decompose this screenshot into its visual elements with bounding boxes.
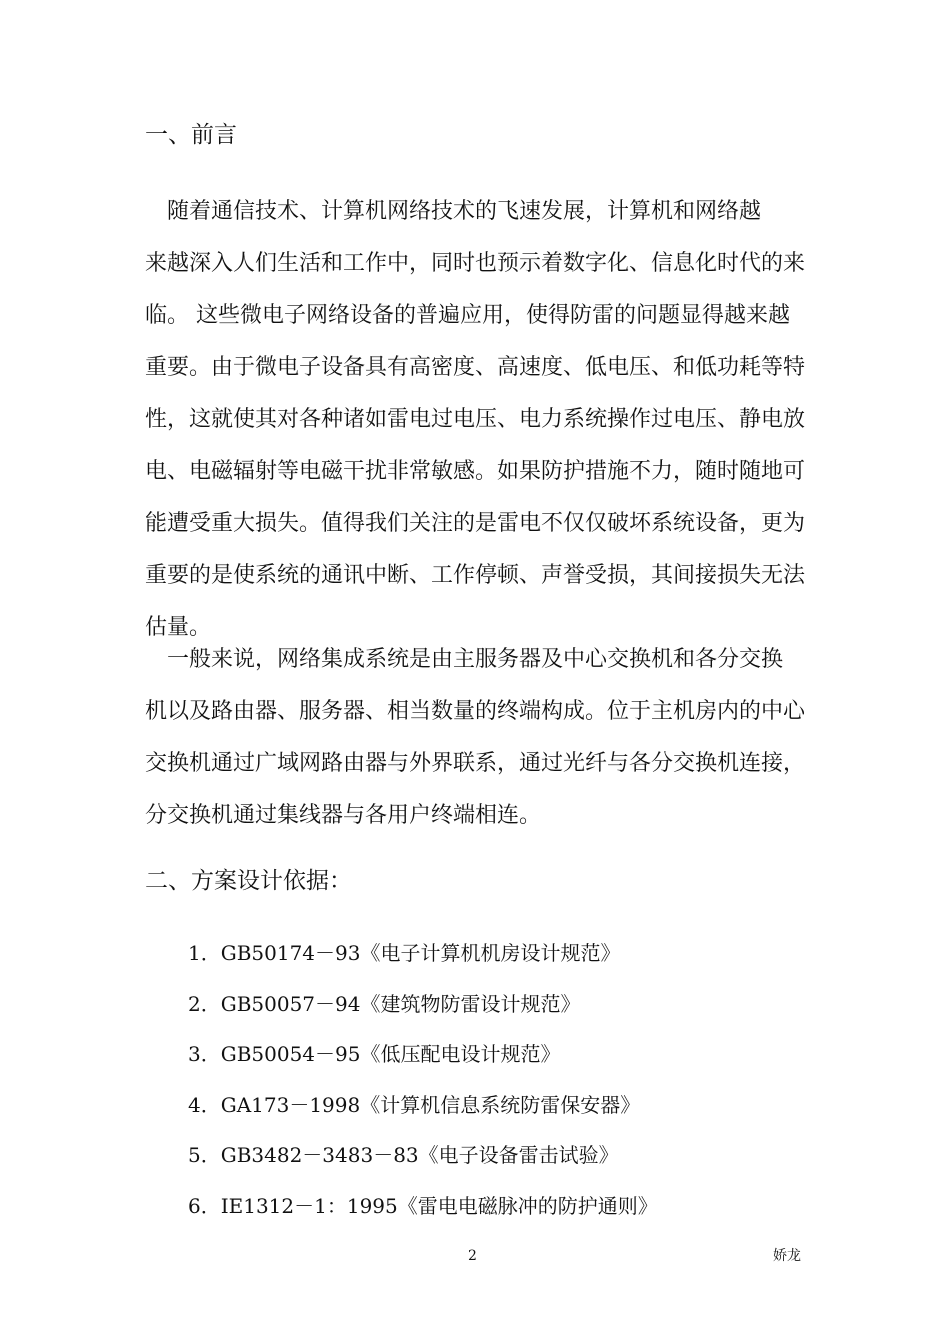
preface-paragraph-1 [145, 186, 810, 654]
list-item: 6．IE1312－1：1995《雷电电磁脉冲的防护通则》 [188, 1193, 658, 1218]
paragraph-line: 性，这就使其对各种诸如雷电过电压、电力系统操作过电压、静电放 [145, 407, 806, 432]
paragraph-line: 临。 这些微电子网络设备的普遍应用，使得防雷的问题显得越来越 [145, 303, 790, 328]
footer-author: 娇龙 [773, 1248, 801, 1264]
paragraph-line: 重要的是使系统的通讯中断、工作停顿、声誉受损，其间接损失无法 [145, 563, 806, 588]
list-item: 1．GB50174－93《电子计算机机房设计规范》 [188, 941, 621, 965]
paragraph-line: 能遭受重大损失。值得我们关注的是雷电不仅仅破坏系统设备，更为 [145, 511, 806, 536]
paragraph-line: 随着通信技术、计算机网络技术的飞速发展，计算机和网络越 [145, 199, 762, 224]
list-item: 4．GA173－1998《计算机信息系统防雷保安器》 [188, 1092, 641, 1117]
paragraph-line: 分交换机通过集线器与各用户终端相连。 [145, 803, 542, 828]
paragraph-line: 重要。由于微电子设备具有高密度、高速度、低电压、和低功耗等特 [145, 355, 806, 380]
section-heading-preface: 一、前言 [145, 122, 237, 148]
list-item: 3．GB50054－95《低压配电设计规范》 [188, 1042, 561, 1066]
paragraph-line: 一般来说，网络集成系统是由主服务器及中心交换机和各分交换 [145, 647, 784, 672]
paragraph-line: 交换机通过广域网路由器与外界联系，通过光纤与各分交换机连接， [145, 751, 806, 776]
paragraph-line: 电、电磁辐射等电磁干扰非常敏感。如果防护措施不力，随时随地可 [145, 459, 806, 484]
paragraph-line: 来越深入人们生活和工作中，同时也预示着数字化、信息化时代的来 [145, 251, 806, 276]
page-number: 2 [468, 1248, 477, 1264]
preface-paragraph-2 [145, 634, 810, 842]
standards-list [188, 935, 658, 1238]
paragraph-line: 机以及路由器、服务器、相当数量的终端构成。位于主机房内的中心 [145, 699, 806, 724]
section-heading-design-basis: 二、方案设计依据： [145, 868, 352, 894]
list-item: 5．GB3482－3483－83《电子设备雷击试验》 [188, 1143, 619, 1167]
list-item: 2．GB50057－94《建筑物防雷设计规范》 [188, 991, 581, 1016]
paragraph-line: 估量。 [145, 615, 212, 640]
